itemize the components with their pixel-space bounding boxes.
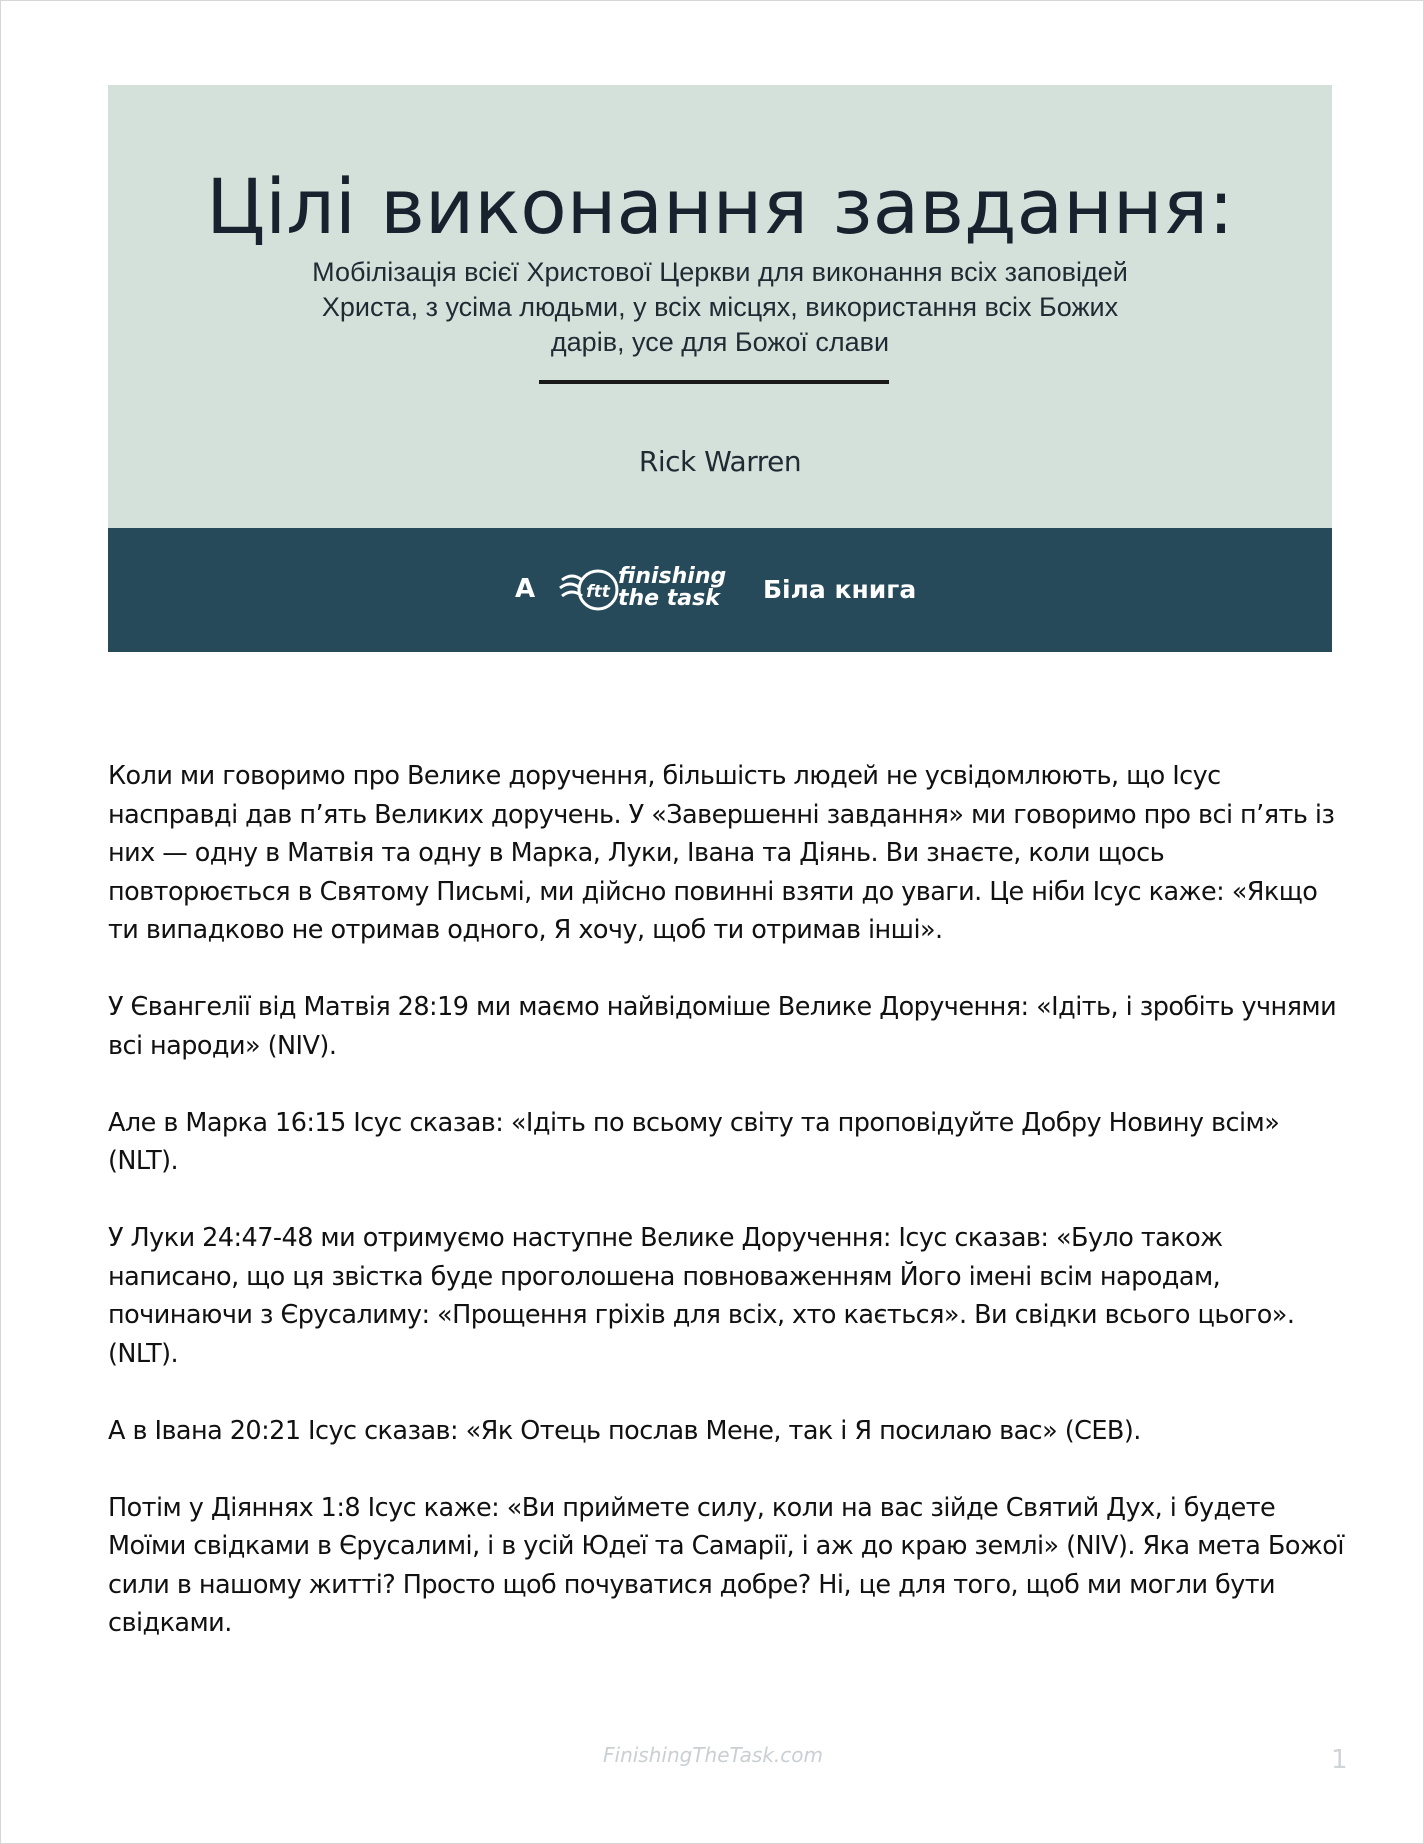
logo-line-1: finishing [618, 564, 727, 589]
title-banner [108, 85, 1332, 528]
paragraph: Коли ми говоримо про Велике доручення, більшість людей не усвідомлюють, що Ісус насправді дав п’ять Великих доручень. У «Завершенні завдання» ми говоримо про всі п’ять із них — одну в Матвія та одну в Марка, Луки, Івана та Діянь. Ви знаєте, коли щось повторюється в Святому Письмі, ми дійсно повинні взяти до уваги. Це ніби Ісус каже: «Якщо ти випадково не отримав одного, Я хочу, щоб ти отримав інші». [108, 761, 1335, 945]
paragraph: Потім у Діяннях 1:8 Ісус каже: «Ви приймете силу, коли на вас зійде Святий Дух, і будете Моїми свідками в Єрусалимі, і в усій Юдеї та Самарії, і аж до краю землі» (NIV). Яка мета Божої сили в нашому житті? Просто щоб почуватися добре? Ні, це для того, щоб ми могли бути свідками. [108, 1492, 1344, 1638]
paragraph: У Луки 24:47-48 ми отримуємо наступне Велике Доручення: Ісус сказав: «Було також написано, що ця звістка буде проголошена повноваженням Його імені всім народам, починаючи з Єрусалиму: «Прощення гріхів для всіх, хто кається». Ви свідки всього цього». (NLT). [108, 1223, 1295, 1369]
footer-url: FinishingTheTask.com [603, 1743, 823, 1767]
logo-line-2: the task [618, 586, 720, 611]
title-divider [539, 380, 889, 384]
brand-prefix: A [515, 574, 536, 604]
brand-suffix: Біла книга [763, 575, 917, 604]
paragraph: У Євангелії від Матвія 28:19 ми маємо найвідоміше Велике Доручення: «Ідіть, і зробіть учнями всі народи» (NIV). [108, 992, 1337, 1061]
page-subtitle: Мобілізація всієї Христової Церкви для виконання всіх заповідей Христа, з усіма людьми, у всіх місцях, використання всіх Божих дарів, усе для Божої слави [312, 257, 1128, 357]
page-title: Цілі виконання завдання: [206, 162, 1234, 251]
logo-mark: ftt [586, 582, 610, 602]
body-text [108, 757, 1348, 1681]
logo-wordmark [618, 566, 726, 610]
paragraph: А в Івана 20:21 Ісус сказав: «Як Отець послав Мене, так і Я посилаю вас» (CEB). [108, 1415, 1141, 1446]
brand-bar [108, 528, 1332, 652]
ftt-wave-logo-icon [558, 566, 738, 614]
author-name: Rick Warren [638, 445, 802, 478]
page-number: 1 [1331, 1745, 1348, 1775]
paragraph: Але в Марка 16:15 Ісус сказав: «Ідіть по всьому світу та проповідуйте Добру Новину всім» (NLT). [108, 1107, 1280, 1176]
